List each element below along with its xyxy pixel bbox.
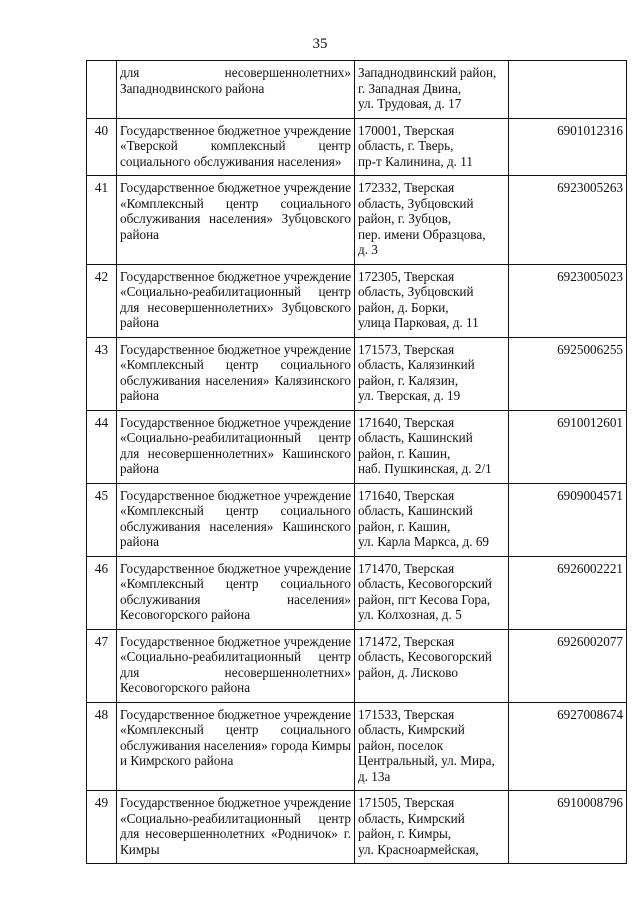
institution-name-line: Государственное бюджетное учреждение	[120, 414, 352, 430]
address-line: пр-т Калинина, д. 11	[358, 153, 473, 169]
institution-name	[117, 702, 355, 791]
inn-number: 6925006255	[509, 337, 627, 410]
row-number: 41	[87, 176, 117, 265]
institution-address	[355, 556, 509, 629]
address-line: район, г. Калязин,	[358, 372, 459, 388]
address-line: наб. Пушкинская, д. 2/1	[358, 461, 492, 476]
inn-number: 6909004571	[509, 483, 627, 556]
address-line: 171640, Тверская	[358, 414, 455, 430]
institution-address	[355, 483, 509, 556]
address-line: район, пгт Кесова Гора,	[358, 591, 491, 607]
institution-name-line: «Комплексный центр социального	[120, 357, 351, 372]
institution-name	[117, 556, 355, 629]
institution-name	[117, 629, 355, 702]
inn-number: 6901012316	[509, 118, 627, 176]
institution-name-line: Государственное бюджетное учреждение	[120, 560, 352, 576]
table-row	[87, 702, 627, 791]
address-line: д. 3	[358, 242, 378, 257]
address-line: область, Кесовогорский	[358, 649, 492, 664]
inn-number: 6910008796	[509, 791, 627, 864]
institution-name	[117, 483, 355, 556]
institution-name-line: обслуживания населения» Калязинского	[120, 372, 351, 388]
address-line: 171573, Тверская	[358, 341, 455, 357]
institution-name-line: Государственное бюджетное учреждение	[120, 795, 352, 810]
institution-address	[355, 629, 509, 702]
institution-name-line: Кесовогорского района	[120, 607, 251, 622]
address-line: ул. Красноармейская,	[358, 841, 479, 857]
address-line: район, г. Кимры,	[358, 826, 452, 841]
institution-name-line: Государственное бюджетное учреждение	[120, 122, 352, 138]
institution-name-line: «Социально-реабилитационный центр	[120, 649, 351, 664]
institution-name	[117, 264, 355, 337]
row-number: 47	[87, 629, 117, 702]
institution-address	[355, 176, 509, 265]
institution-name	[117, 337, 355, 410]
institution-name-line: Государственное бюджетное учреждение	[120, 633, 352, 649]
address-line: 171470, Тверская	[358, 560, 455, 576]
institution-name-line: для несовершеннолетних» Кашинского	[120, 445, 351, 461]
address-line: область, Кашинский	[358, 503, 473, 518]
institution-address	[355, 61, 509, 119]
address-line: район, д. Лисково	[358, 664, 458, 680]
address-line: Центральный, ул. Мира,	[358, 753, 495, 768]
institution-name-line: обслуживания населения» города Кимры	[120, 737, 351, 753]
address-line: 171472, Тверская	[358, 633, 455, 649]
institution-name-line: Кесовогорского района	[120, 680, 251, 695]
inn-number: 6926002077	[509, 629, 627, 702]
address-line: ул. Колхозная, д. 5	[358, 607, 462, 622]
institution-address	[355, 702, 509, 791]
inn-number: 6926002221	[509, 556, 627, 629]
address-line: область, Кесовогорский	[358, 576, 492, 591]
table-body	[87, 61, 627, 864]
address-line: 171640, Тверская	[358, 487, 455, 503]
table-row	[87, 61, 627, 119]
address-line: ул. Карла Маркса, д. 69	[358, 534, 490, 549]
institution-name-line: «Социально-реабилитационный центр	[120, 284, 351, 299]
table-row	[87, 118, 627, 176]
institution-name-line: Западнодвинского района	[120, 80, 265, 96]
table-row	[87, 556, 627, 629]
institution-name-line: «Тверской комплексный центр	[120, 138, 351, 153]
row-number: 49	[87, 791, 117, 864]
address-line: пер. имени Образцова,	[358, 226, 486, 242]
institution-name-line: района	[120, 461, 160, 476]
institution-name	[117, 176, 355, 265]
institution-name-line: Кимры	[120, 841, 160, 857]
institution-address	[355, 337, 509, 410]
address-line: д. 13а	[358, 768, 391, 784]
address-line: 172305, Тверская	[358, 268, 455, 284]
row-number: 43	[87, 337, 117, 410]
institution-name-line: района	[120, 226, 160, 242]
table-row	[87, 264, 627, 337]
address-line: район, поселок	[358, 737, 444, 753]
institution-name-line: для несовершеннолетних»	[120, 65, 351, 80]
inn-number: 6923005263	[509, 176, 627, 265]
address-line: район, г. Зубцов,	[358, 211, 452, 226]
row-number: 45	[87, 483, 117, 556]
address-line: область, Кимрский	[358, 810, 465, 826]
institution-name-line: «Комплексный центр социального	[120, 503, 351, 518]
row-number: 46	[87, 556, 117, 629]
address-line: ул. Тверская, д. 19	[358, 388, 461, 403]
address-line: область, Зубцовский	[358, 284, 474, 299]
institution-name-line: обслуживания населения»	[120, 591, 351, 607]
institution-name-line: для несовершеннолетних» Зубцовского	[120, 299, 351, 315]
institution-name-line: обслуживания населения» Зубцовского	[120, 211, 351, 226]
institution-name-line: «Комплексный центр социального	[120, 722, 351, 737]
institution-name-line: Государственное бюджетное учреждение	[120, 487, 352, 503]
institution-name-line: для несовершеннолетних «Родничок» г.	[120, 826, 351, 841]
address-line: район, д. Борки,	[358, 299, 449, 315]
table-row	[87, 410, 627, 483]
institution-name	[117, 410, 355, 483]
institution-name-line: и Кимрского района	[120, 753, 234, 768]
table-row	[87, 629, 627, 702]
table-row	[87, 483, 627, 556]
institution-name	[117, 791, 355, 864]
inn-number: 6910012601	[509, 410, 627, 483]
institution-address	[355, 118, 509, 176]
institution-name	[117, 61, 355, 119]
institution-name-line: «Социально-реабилитационный центр	[120, 430, 351, 445]
table-row	[87, 337, 627, 410]
address-line: Западнодвинский район,	[358, 65, 497, 80]
address-line: 170001, Тверская	[358, 122, 455, 138]
institution-name-line: для несовершеннолетних»	[120, 664, 351, 680]
row-number	[87, 61, 117, 119]
institution-name-line: Государственное бюджетное учреждение	[120, 268, 352, 284]
row-number: 44	[87, 410, 117, 483]
institution-name-line: района	[120, 315, 160, 330]
address-line: район, г. Кашин,	[358, 445, 451, 461]
address-line: область, Кашинский	[358, 430, 473, 445]
institution-address	[355, 410, 509, 483]
institution-address	[355, 791, 509, 864]
table-row	[87, 791, 627, 864]
address-line: 172332, Тверская	[358, 180, 455, 195]
institution-name-line: «Социально-реабилитационный центр	[120, 810, 351, 826]
row-number: 40	[87, 118, 117, 176]
institution-name-line: «Комплексный центр социального	[120, 576, 351, 591]
institution-name-line: района	[120, 388, 160, 403]
row-number: 42	[87, 264, 117, 337]
institution-name-line: Государственное бюджетное учреждение	[120, 341, 352, 357]
institution-name-line: Государственное бюджетное учреждение	[120, 180, 352, 195]
inn-number: 6923005023	[509, 264, 627, 337]
institution-name	[117, 118, 355, 176]
address-line: г. Западная Двина,	[358, 80, 462, 96]
address-line: 171505, Тверская	[358, 795, 455, 810]
institution-name-line: «Комплексный центр социального	[120, 195, 351, 211]
institution-name-line: социального обслуживания населения»	[120, 153, 342, 169]
address-line: улица Парковая, д. 11	[358, 315, 479, 330]
address-line: область, Зубцовский	[358, 195, 474, 211]
page-number: 35	[312, 36, 328, 52]
institution-name-line: Государственное бюджетное учреждение	[120, 706, 352, 722]
institution-address	[355, 264, 509, 337]
inn-number	[509, 61, 627, 119]
institution-name-line: обслуживания населения» Кашинского	[120, 518, 351, 534]
address-line: ул. Трудовая, д. 17	[358, 96, 462, 111]
address-line: район, г. Кашин,	[358, 518, 451, 534]
institution-name-line: района	[120, 534, 160, 549]
institutions-table	[86, 60, 627, 864]
address-line: область, Кимрский	[358, 722, 465, 737]
table-row	[87, 176, 627, 265]
address-line: область, Калязинкий	[358, 357, 475, 372]
address-line: область, г. Тверь,	[358, 138, 454, 153]
inn-number: 6927008674	[509, 702, 627, 791]
row-number: 48	[87, 702, 117, 791]
address-line: 171533, Тверская	[358, 706, 455, 722]
